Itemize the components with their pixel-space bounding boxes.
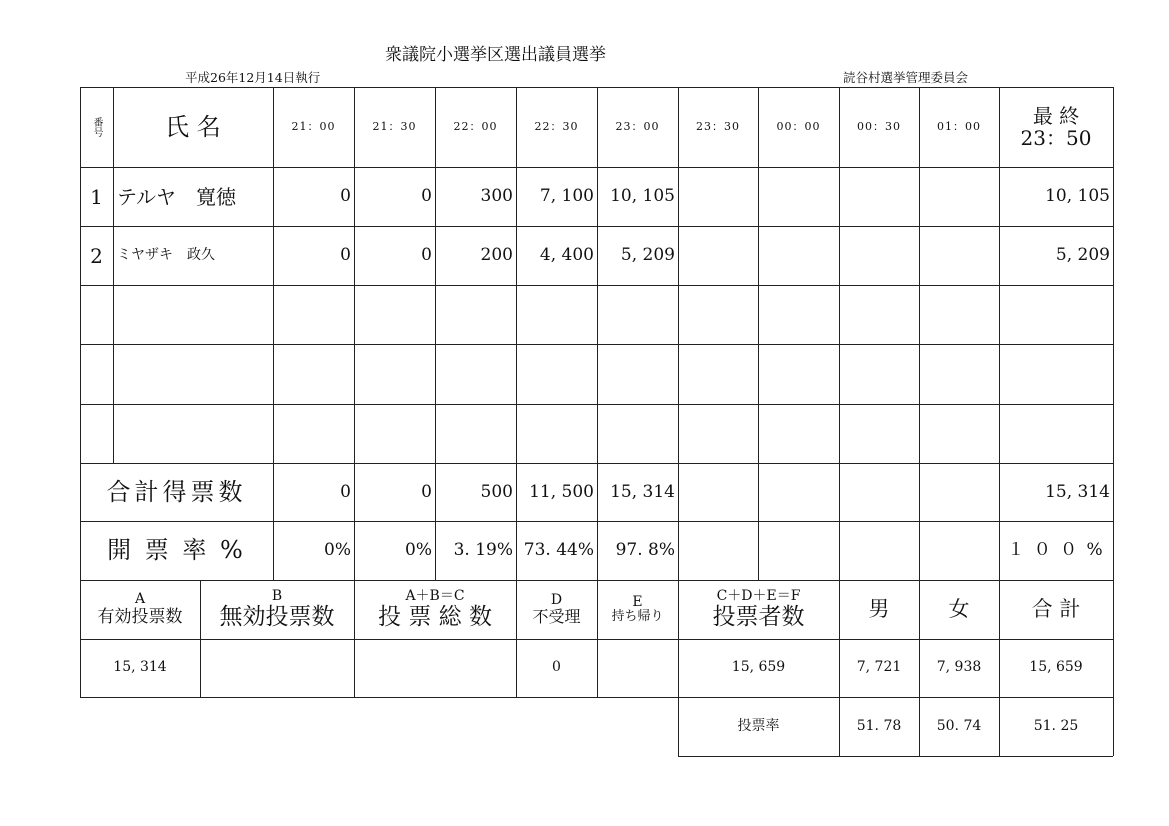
time-header-7: 00：30 [857, 119, 901, 133]
total-label: 合計得票数 [106, 477, 247, 506]
vote-count: 200 [480, 245, 513, 266]
time-header-6: 00：00 [776, 119, 821, 133]
summary-value-male: 7, 721 [856, 659, 902, 676]
count-rate [839, 521, 919, 580]
election-date: 平成26年12月14日執行 [185, 70, 321, 85]
summary-not-accepted-letter: D [550, 592, 563, 608]
summary-taken-home [597, 580, 678, 639]
summary-value-female: 7, 938 [936, 659, 982, 676]
summary-invalid-votes [200, 580, 354, 639]
count-rate [919, 521, 999, 580]
vote-count [678, 167, 758, 226]
summary-value-e [597, 639, 678, 697]
summary-value-c [354, 639, 516, 697]
candidate-name: テルヤ 寛徳 [117, 184, 236, 209]
vote-count [839, 167, 919, 226]
summary-valid-votes [80, 580, 200, 639]
final-count: 5, 209 [1055, 245, 1110, 266]
time-header-5: 23：30 [696, 119, 740, 133]
summary-valid-votes-label: 有効投票数 [97, 606, 183, 627]
time-header-2: 22：00 [453, 119, 498, 133]
total-count: 0 [421, 481, 432, 502]
turnout-label: 投票率 [737, 717, 780, 734]
final-time: 23：50 [1020, 126, 1092, 150]
count-rate: 3. 19% [453, 540, 513, 561]
summary-male-label: 男 [868, 596, 890, 621]
summary-value-b [200, 639, 354, 697]
summary-taken-home-letter: E [632, 593, 643, 610]
final-header [999, 87, 1113, 167]
vote-count [919, 226, 999, 285]
vote-count [919, 167, 999, 226]
summary-voters-label: 投票者数 [712, 603, 805, 630]
summary-invalid-votes-label: 無効投票数 [219, 603, 335, 630]
final-label: 最 終 [1032, 104, 1080, 128]
table-border [1113, 87, 1114, 756]
vote-count: 0 [340, 186, 351, 207]
total-count: 500 [480, 481, 513, 502]
count-rate: 0% [324, 540, 351, 561]
summary-value-d: 0 [552, 659, 561, 676]
total-count [839, 463, 919, 521]
time-header-4: 23：00 [615, 119, 660, 133]
count-rate: 97. 8% [615, 540, 675, 561]
summary-value-total: 15, 659 [1029, 659, 1083, 676]
table-rule [678, 756, 1113, 757]
summary-female-label: 女 [948, 596, 970, 621]
total-count [919, 463, 999, 521]
summary-total-label: 合 計 [1031, 596, 1081, 621]
count-rate: 73. 44% [523, 540, 594, 561]
vote-count: 5, 209 [620, 245, 675, 266]
final-count: 10, 105 [1045, 186, 1110, 207]
vote-count: 0 [421, 245, 432, 266]
count-rate [678, 521, 758, 580]
total-count: 0 [340, 481, 351, 502]
candidate-number: 1 [90, 184, 103, 209]
count-rate: 0% [405, 540, 432, 561]
turnout-female: 50. 74 [936, 717, 982, 734]
summary-total-votes-label: 投 票 総 数 [378, 603, 492, 630]
vote-count: 300 [480, 186, 513, 207]
vote-count [678, 226, 758, 285]
vote-count: 0 [340, 245, 351, 266]
summary-value-a: 15, 314 [113, 659, 167, 676]
summary-total-votes [354, 580, 516, 639]
summary-not-accepted [516, 580, 597, 639]
summary-not-accepted-label: 不受理 [532, 607, 581, 627]
time-header-0: 21：00 [291, 119, 336, 133]
page-title: 衆議院小選挙区選出議員選挙 [385, 45, 606, 65]
vote-count [758, 226, 839, 285]
vote-count: 4, 400 [539, 245, 594, 266]
time-header-3: 22：30 [534, 119, 579, 133]
summary-invalid-votes-letter: B [271, 588, 283, 605]
time-header-1: 21：30 [372, 119, 417, 133]
total-count [758, 463, 839, 521]
vote-count: 10, 105 [610, 186, 675, 207]
candidate-name: ミヤザキ 政久 [117, 246, 215, 263]
vote-count [758, 167, 839, 226]
rate-label: 開 票 率 % [107, 536, 246, 565]
time-header-8: 01：00 [937, 119, 981, 133]
summary-taken-home-label: 持ち帰り [611, 609, 664, 625]
summary-valid-votes-letter: A [134, 591, 146, 608]
turnout-male: 51. 78 [856, 717, 902, 734]
total-count [678, 463, 758, 521]
rate-final: １ ０ ０ % [1007, 540, 1105, 561]
vote-count [839, 226, 919, 285]
vote-count: 0 [421, 186, 432, 207]
organization-name: 読谷村選挙管理委員会 [843, 70, 969, 85]
total-count: 11, 500 [529, 481, 594, 502]
count-rate [758, 521, 839, 580]
vote-count: 7, 100 [539, 186, 594, 207]
candidate-number: 2 [90, 243, 103, 268]
total-count: 15, 314 [610, 481, 675, 502]
total-final: 15, 314 [1045, 481, 1110, 502]
summary-voters-letter: C＋D＋E＝F [716, 588, 801, 605]
number-header [80, 87, 113, 167]
turnout-total: 51. 25 [1033, 717, 1079, 734]
number-label: 番号 [91, 117, 102, 137]
summary-voters [678, 580, 839, 639]
summary-total-votes-letter: A＋B＝C [405, 588, 465, 605]
summary-value-f: 15, 659 [731, 659, 786, 676]
name-header: 氏 名 [165, 112, 221, 141]
